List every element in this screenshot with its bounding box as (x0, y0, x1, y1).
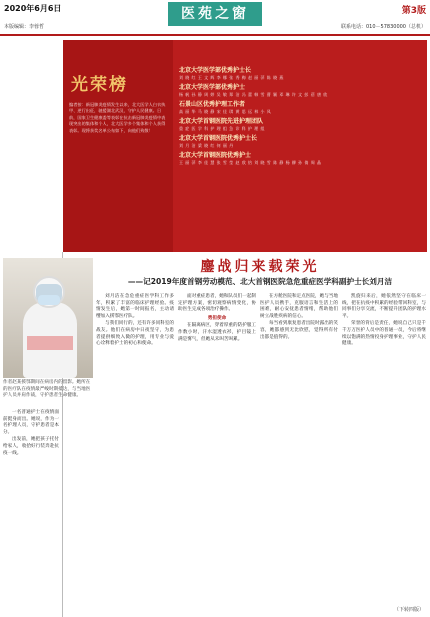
paragraph: 刘月洁在急危重症医学科工作多年，积累了丰富的临床护理经验。疫情发生后，她第一时间报名，主动请缨加入援鄂医疗队。 (96, 294, 174, 319)
award-unit: 北京大学首钢医院先进护理团队 (179, 118, 264, 125)
photo-caption: 作者赵某援鄂期间在病房内的留影。她所在的医疗队在疫情最严峻时期抵达，与当地医护人员并肩作战，守护患者生命健康。 (3, 380, 91, 399)
award-names: 高 丽 华 马 晓 静 宋 佳 琪 黄 思 远 林 小 凤 (179, 109, 272, 114)
paragraph: 荣誉的背后是责任，她说自己只是千千万万医护人员中的普通一员，今后将继续以饱满的热情投身护理事业，守护人民健康。 (342, 321, 426, 347)
paragraph: 与我们同行的，还有许多同科室的战友。他们在病房中日夜坚守，为患者提供细致入微的护理，用专业与爱心诠释着护士的初心和使命。 (96, 321, 174, 347)
honor-title: 光荣榜 (71, 75, 128, 95)
honor-list (179, 64, 421, 166)
banner-left-panel (63, 40, 173, 252)
award-unit: 北京大学首钢医院优秀护士长 (179, 135, 258, 142)
page-header (0, 0, 430, 40)
award-unit: 北京大学首钢医院优秀护士 (179, 152, 252, 159)
award-names: 王 丽 萍 李 佳 慧 张 雪 莹 赵 欣 怡 刘 晓 雪 陈 静 杨 柳 孙 倩 周 晶 (179, 160, 322, 165)
issue-date: 2020年6月6日 (4, 4, 62, 13)
mask (38, 295, 60, 305)
award-names: 刘 月 洁 梁 晓 红 何 丽 丹 (179, 143, 234, 148)
section-subtitle: 勇担使命 (207, 315, 227, 321)
paragraph: 在方舱医院和定点医院，她与当地医护人员携手，克服语言和生活上的困难，耐心安抚患者情绪，帮助他们树立战胜疾病的信心。 (260, 294, 338, 319)
award-names: 杨 帆 孙 静 周 婷 吴 敏 郑 洁 冯 蕾 韩 雪 曹 颖 邓 琳 许 文 彭 蓓 唐 欣 (179, 92, 328, 97)
paragraph: 在隔离病区，穿着厚重的防护服工作数小时，汗水湿透衣衫，护目镜上满是雾气，但她从未叫苦叫累。 (178, 323, 256, 342)
article-column-2 (96, 294, 174, 349)
article-column-1 (3, 410, 59, 458)
award-unit: 北京大学医学部优秀护士长 (179, 67, 252, 74)
page-editor: 本版编辑：李蓉哲 (4, 24, 45, 30)
paragraph: 面对重症患者，她和队员们一起制定护理方案，密切观察病情变化，协助医生完成各项治疗操作。 (178, 294, 256, 313)
award-unit: 北京大学医学部优秀护士 (179, 84, 246, 91)
contact-phone: 联系电话：010－57830000（总机） (341, 24, 426, 30)
page-number: 第3版 (401, 6, 426, 16)
award-unit: 石景山区优秀护理工作者 (179, 101, 246, 108)
article-subhead: ——记2019年度首钢劳动模范、北大首钢医院急危重症医学科副护士长刘月洁 (127, 277, 393, 286)
honor-intro: 编者按：新冠肺炎疫情发生以来，北大医学人白衣执甲、逆行出征，驰援湖北武汉，守护人民健康。日前，国家卫生健康委等表彰在抗击新冠肺炎疫情中表现突出的集体和个人，北大医学多个集体和个人获得表彰。现将获奖名单公布如下，向他们致敬！ (69, 102, 166, 133)
article-column-3 (178, 294, 256, 344)
paragraph: 凯旋归来后，她依然坚守在临床一线，把在抗疫中积累的经验带回科室，与同事们分享交流，不断提升团队的护理水平。 (342, 294, 426, 319)
award-names: 重 症 医 学 科 护 理 组 急 诊 科 护 理 组 (179, 126, 266, 131)
award-names: 刘 晓 红 王 文 辉 李 娜 张 秀 梅 赵 丽 萍 陈 晓 燕 (179, 75, 284, 80)
paragraph: 每当看到康复患者出院时露出的笑容，她都感到无比欣慰，觉得所有付出都是值得的。 (260, 321, 338, 340)
article-column-4 (260, 294, 338, 342)
header-rule (0, 34, 430, 36)
honor-banner (63, 40, 427, 252)
article-photo (3, 258, 93, 378)
paragraph: 出发前，她把孩子托付给家人，收拾好行装奔赴抗疫一线。 (3, 437, 59, 456)
article-headline: 鏖战归来载荣光 (200, 259, 320, 275)
suit-label (27, 336, 73, 350)
article-column-5 (342, 294, 426, 349)
column-title: 医苑之窗 (168, 2, 262, 26)
paragraph: 一名普通护士在疫情面前挺身而出。她说，作为一名护理人员，守护患者是本分。 (3, 410, 59, 435)
continued-note: （下转四版） (393, 607, 424, 613)
